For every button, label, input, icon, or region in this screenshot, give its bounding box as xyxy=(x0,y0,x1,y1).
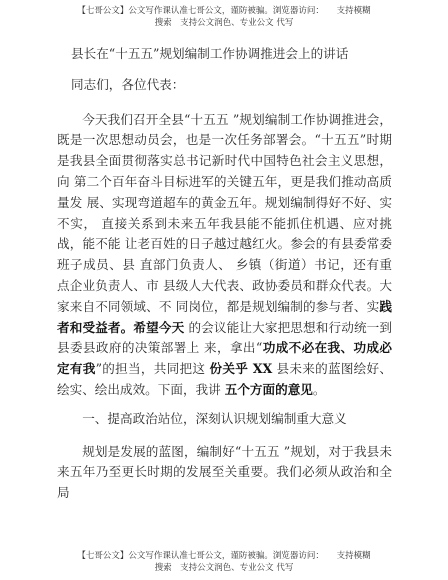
bold-phrase: 践者和受益者。希望今天 xyxy=(57,298,392,335)
bottom-banner-line-2: 搜索 支持公文润色、专业公文 代写 xyxy=(154,563,294,573)
salutation: 同志们，各位代表： xyxy=(71,76,185,92)
section-heading-1: 一、提高政治站位，深刻认识规划编制重大意义 xyxy=(82,410,347,426)
paragraph-section-1: 规划是发展的蓝图，编制好“十五五 ”规划，对于我县未 来五年乃至更长时期的发展至关重要。我们必须从政治和全局 xyxy=(57,443,392,501)
top-banner-line-1: 【七哥公文】公文写作课认准七哥公文，谨防被骗。浏览器访问： 支持模糊 xyxy=(77,6,371,16)
bottom-banner-line-1: 【七哥公文】公文写作课认准七哥公文，谨防被骗。浏览器访问： 支持模糊 xyxy=(77,551,371,561)
paragraph-text: 县未来的蓝图绘好、绘实、绘出成效。下面，我讲 xyxy=(57,361,392,397)
paragraph-opening xyxy=(57,110,392,401)
bold-phrase: 功成不必在我、功成必定有我 xyxy=(57,340,392,377)
bold-phrase: 五个方面的意见 xyxy=(224,381,313,397)
paragraph-text: 的会议能让大家把思想和行动统一到县委县政府的决策部署上 来，拿出“ xyxy=(57,319,392,356)
bold-phrase: 份关乎 XX xyxy=(209,361,273,377)
paragraph-text: 。 xyxy=(312,381,326,397)
document-title: 县长在“十五五”规划编制工作协调推进会上的讲话 xyxy=(71,46,349,61)
paragraph-text: 今天我们召开全县“十五五 ”规划编制工作协调推进会， 既是一次思想动员会，也是一次任务部署会。“十五五”时期 是我县全面贯彻落实总书记新时代中国特色社会主义思想，向 第二个百年奋斗目标进军的关键五年，更是我们推动高质量发 展、实现弯道超车的黄金五年。规划编制得好不好、实不实， 直接关系到未来五年我县能不能抓住机遇、应对挑战，能不能 让老百姓的日子越过越红火。参会的有县委常委班子成员、县 直部门负责人、 乡镇（街道）书记，还有重点企业负责人、市 县级人大代表、政协委员和群众代表。大家来自不同领域、不 同岗位，都是规划编制的参与者、实 xyxy=(57,111,392,314)
top-banner xyxy=(0,5,448,29)
document-body xyxy=(57,44,392,512)
paragraph-text: ”的担当，共同把这 xyxy=(95,361,210,377)
top-banner-line-2: 搜索 支持公文润色、专业公文 代写 xyxy=(154,18,294,28)
bottom-banner xyxy=(0,550,448,574)
